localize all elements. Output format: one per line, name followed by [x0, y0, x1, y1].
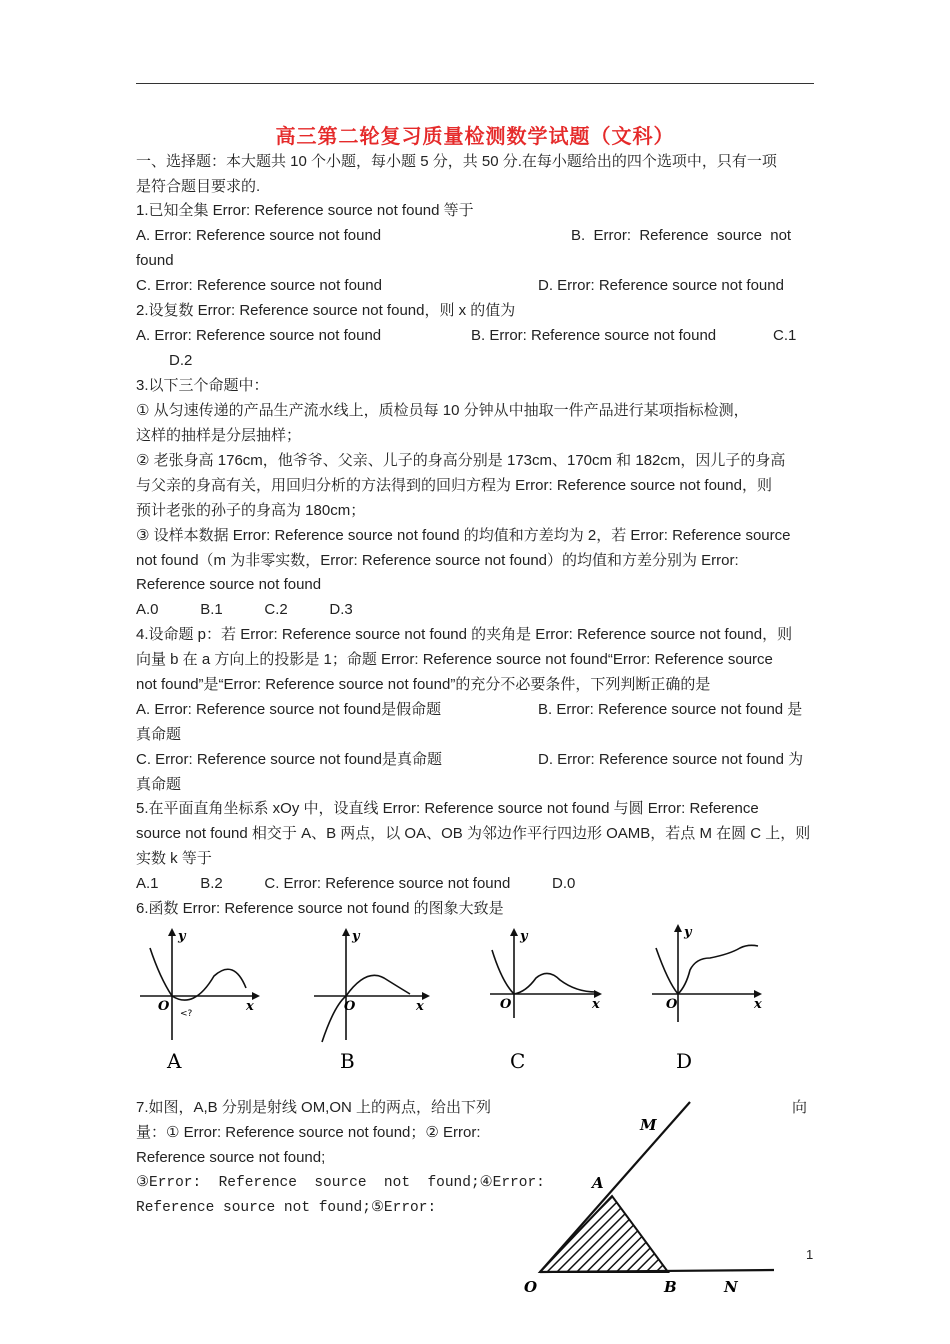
- option-letter: A: [167, 1049, 182, 1072]
- graph-option-a: [136, 922, 266, 1072]
- y-label: y: [520, 929, 528, 944]
- curve: [656, 945, 758, 994]
- q3-item3-line2: not found（m 为非零实数，Error: Reference source not found）的均值和方差分别为 Error:: [136, 552, 739, 569]
- y-label: y: [178, 929, 186, 944]
- q3-item2-line2: 与父亲的身高有关，用回归分析的方法得到的回归方程为 Error: Reference source not found，则: [136, 477, 772, 494]
- header-rule: [136, 83, 814, 84]
- y-label: y: [684, 925, 692, 940]
- q3-item1-line2: 这样的抽样是分层抽样；: [136, 427, 302, 444]
- y-arrow: [168, 928, 176, 936]
- section-intro-line1: 一、选择题：本大题共 10 个小题，每小题 5 分，共 50 分.在每小题给出的四个选项中，只有一项: [136, 153, 777, 170]
- q4-stem-line3: not found”是“Error: Reference source not found”的充分不必要条件，下列判断正确的是: [136, 676, 711, 693]
- q3-item2-line1: ② 老张身高 176cm，他爷爷、父亲、儿子的身高分别是 173cm、170cm 和 182cm，因儿子的身高: [136, 452, 786, 469]
- q2-option-b: B. Error: Reference source not found: [471, 327, 717, 344]
- q7-stem-line5: Reference source not found;⑤Error:: [136, 1200, 437, 1216]
- q1-option-c: C. Error: Reference source not found: [136, 277, 382, 294]
- q2-stem: 2.设复数 Error: Reference source not found，则 x 的值为: [136, 302, 516, 319]
- y-arrow: [674, 924, 682, 932]
- x-label: x: [416, 999, 424, 1014]
- curve: [150, 948, 246, 1000]
- q4-option-d-cont: 真命题: [136, 776, 182, 793]
- label-n: N: [724, 1278, 738, 1296]
- option-letter: D: [676, 1049, 693, 1072]
- page-number: 1: [806, 1247, 814, 1262]
- q3-options: A.0 B.1 C.2 D.3: [136, 601, 353, 618]
- section-intro-line2: 是符合题目要求的.: [136, 178, 261, 195]
- q3-item2-line3: 预计老张的孙子的身高为 180cm；: [136, 502, 366, 519]
- q4-option-b: B. Error: Reference source not found 是: [538, 701, 803, 718]
- label-b: B: [664, 1278, 677, 1296]
- q4-option-a: A. Error: Reference source not found是假命题: [136, 701, 442, 718]
- q5-stem-line2: source not found 相交于 A、B 两点，以 OA、OB 为邻边作平行四边形 OAMB，若点 M 在圆 C 上，则: [136, 825, 811, 842]
- y-arrow: [342, 928, 350, 936]
- origin-label: O: [158, 999, 170, 1014]
- label-o: O: [524, 1278, 538, 1296]
- q7-stem-line4: ③Error: Reference source not found;④Error:: [136, 1175, 545, 1191]
- q7-stem-line1: 7.如图，A,B 分别是射线 OM,ON 上的两点，给出下列: [136, 1099, 492, 1116]
- origin-label: O: [500, 997, 512, 1012]
- q3-item3-line3: Reference source not found: [136, 576, 322, 593]
- q1-option-b-cont: found: [136, 252, 174, 269]
- y-label: y: [352, 929, 360, 944]
- label-a: A: [592, 1174, 604, 1192]
- q1-option-b: B. Error: Reference source not: [571, 227, 792, 244]
- x-label: x: [592, 997, 600, 1012]
- graph-option-c: [486, 922, 616, 1072]
- y-arrow: [510, 928, 518, 936]
- q7-stem-line1-end: 向: [792, 1099, 808, 1116]
- q4-stem-line1: 4.设命题 p：若 Error: Reference source not found 的夹角是 Error: Reference source not found，则: [136, 626, 793, 643]
- curve: [322, 975, 410, 1042]
- q3-stem: 3.以下三个命题中：: [136, 377, 269, 394]
- q6-stem: 6.函数 Error: Reference source not found 的图象大致是: [136, 900, 504, 917]
- q4-stem-line2: 向量 b 在 a 方向上的投影是 1；命题 Error: Reference source not found“Error: Reference source: [136, 651, 773, 668]
- origin-label: O: [344, 999, 356, 1014]
- x-label: x: [246, 999, 254, 1014]
- q4-option-d: D. Error: Reference source not found 为: [538, 751, 804, 768]
- q1-option-a: A. Error: Reference source not found: [136, 227, 382, 244]
- curve: [492, 950, 596, 994]
- q7-stem-line3: Reference source not found;: [136, 1149, 326, 1166]
- q2-option-c: C.1: [773, 327, 797, 344]
- option-letter: B: [340, 1049, 355, 1072]
- q3-item3-line1: ③ 设样本数据 Error: Reference source not found 的均值和方差均为 2，若 Error: Reference source: [136, 527, 791, 544]
- graph-option-b: [310, 922, 440, 1072]
- q7-stem-line2: 量：① Error: Reference source not found；② Error:: [136, 1124, 481, 1141]
- figure-q7: [520, 1100, 790, 1344]
- q5-options: A.1 B.2 C. Error: Reference source not found D.0: [136, 875, 576, 892]
- q5-stem-line3: 实数 k 等于: [136, 850, 212, 867]
- note-label: <?: [180, 1009, 193, 1019]
- label-m: M: [640, 1116, 657, 1134]
- q4-option-b-cont: 真命题: [136, 726, 182, 743]
- origin-label: O: [666, 997, 678, 1012]
- x-label: x: [754, 997, 762, 1012]
- shaded-triangle: [540, 1196, 668, 1272]
- q5-stem-line1: 5.在平面直角坐标系 xOy 中，设直线 Error: Reference source not found 与圆 Error: Reference: [136, 800, 759, 817]
- q3-item1-line1: ① 从匀速传递的产品生产流水线上，质检员每 10 分钟从中抽取一件产品进行某项指标检测，: [136, 402, 749, 419]
- option-letter: C: [510, 1049, 526, 1072]
- q2-option-d: D.2: [169, 352, 193, 369]
- q2-option-a: A. Error: Reference source not found: [136, 327, 382, 344]
- page-title: 高三第二轮复习质量检测数学试题（文科）: [275, 124, 675, 148]
- q4-option-c: C. Error: Reference source not found是真命题: [136, 751, 442, 768]
- q1-stem: 1.已知全集 Error: Reference source not found 等于: [136, 202, 474, 219]
- graph-option-d: [648, 918, 778, 1072]
- q1-option-d: D. Error: Reference source not found: [538, 277, 784, 294]
